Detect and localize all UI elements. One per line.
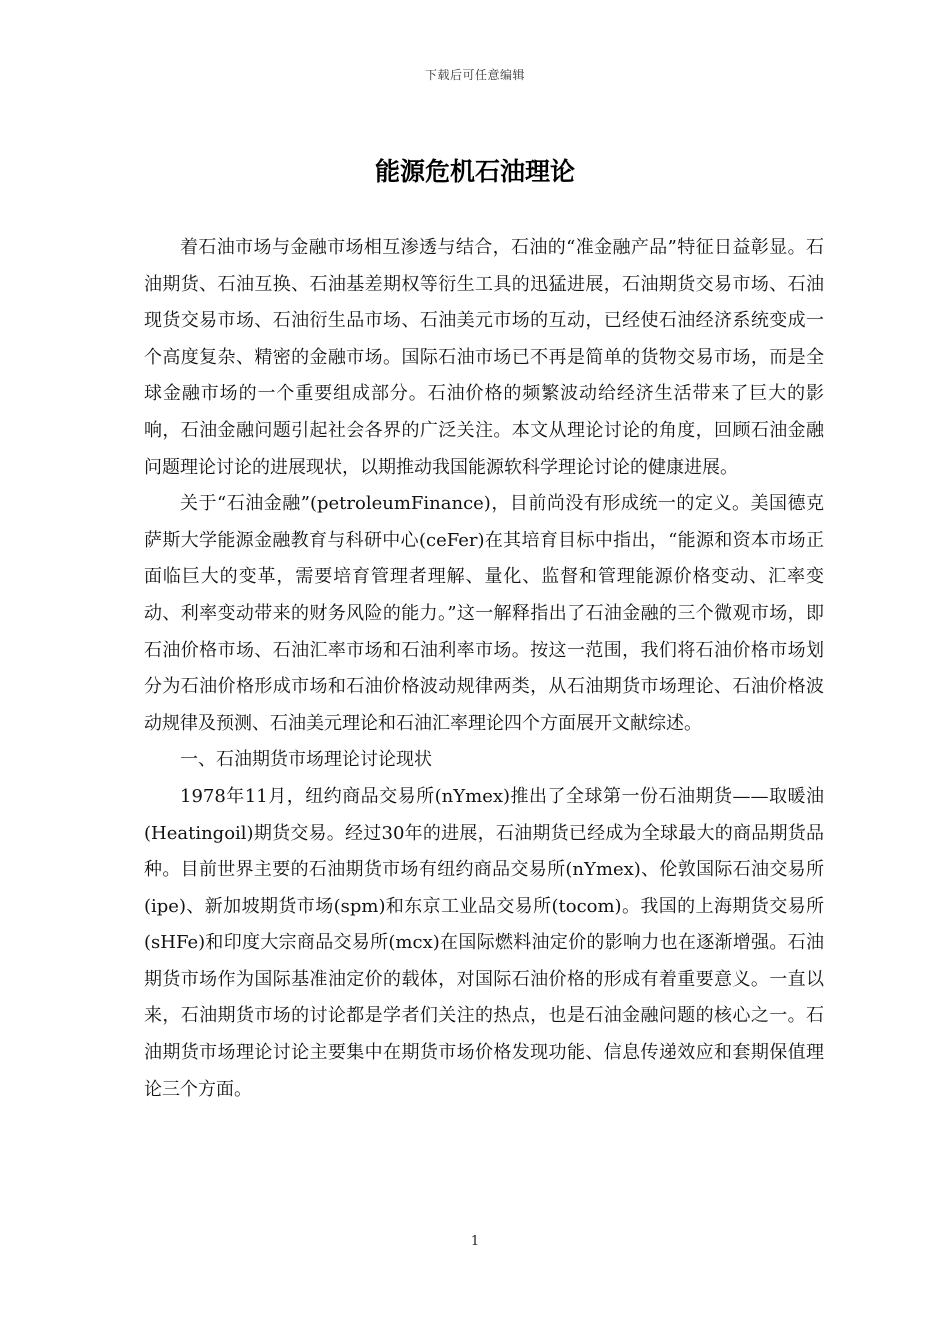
paragraph-definition: 关于“石油金融”(petroleumFinance)，目前尚没有形成统一的定义。美国德克萨斯大学能源金融教育与科研中心(ceFer)在其培育目标中指出，“能源和资本市场正面临巨大的变革，需要培育管理者理解、量化、监督和管理能源价格变动、汇率变动、利率变动带来的财务风险的能力。”这一解释指出了石油金融的三个微观市场，即石油价格市场、石油汇率市场和石油利率市场。按这一范围，我们将石油价格市场划分为石油价格形成市场和石油价格波动规律两类，从石油期货市场理论、石油价格波动规律及预测、石油美元理论和石油汇率理论四个方面展开文献综述。 xyxy=(144,493,824,734)
document-title: 能源危机石油理论 xyxy=(374,157,575,186)
document-body xyxy=(144,230,824,1108)
page-header-note: 下载后可任意编辑 xyxy=(424,68,525,82)
paragraph-futures-market: 1978年11月，纽约商品交易所(nYmex)推出了全球第一份石油期货——取暖油(Heatingoil)期货交易。经过30年的进展，石油期货已经成为全球最大的商品期货品种。目前世界主要的石油期货市场有纽约商品交易所(nYmex)、伦敦国际石油交易所(ipe)、新加坡期货市场(spm)和东京工业品交易所(tocom)。我国的上海期货交易所(sHFe)和印度大宗商品交易所(mcx)在国际燃料油定价的影响力也在逐渐增强。石油期货市场作为国际基准油定价的载体，对国际石油价格的形成有着重要意义。一直以来，石油期货市场的讨论都是学者们关注的热点，也是石油金融问题的核心之一。石油期货市场理论讨论主要集中在期货市场价格发现功能、信息传递效应和套期保值理论三个方面。 xyxy=(144,785,824,1100)
page-number: 1 xyxy=(470,1234,480,1249)
section-heading-futures: 一、石油期货市场理论讨论现状 xyxy=(180,749,432,771)
paragraph-intro: 着石油市场与金融市场相互渗透与结合，石油的“准金融产品”特征日益彰显。石油期货、石油互换、石油基差期权等衍生工具的迅猛进展，石油期货交易市场、石油现货交易市场、石油衍生品市场、石油美元市场的互动，已经使石油经济系统变成一个高度复杂、精密的金融市场。国际石油市场已不再是简单的货物交易市场，而是全球金融市场的一个重要组成部分。石油价格的频繁波动给经济生活带来了巨大的影响，石油金融问题引起社会各界的广泛关注。本文从理论讨论的角度，回顾石油金融问题理论讨论的进展现状，以期推动我国能源软科学理论讨论的健康进展。 xyxy=(144,237,824,478)
